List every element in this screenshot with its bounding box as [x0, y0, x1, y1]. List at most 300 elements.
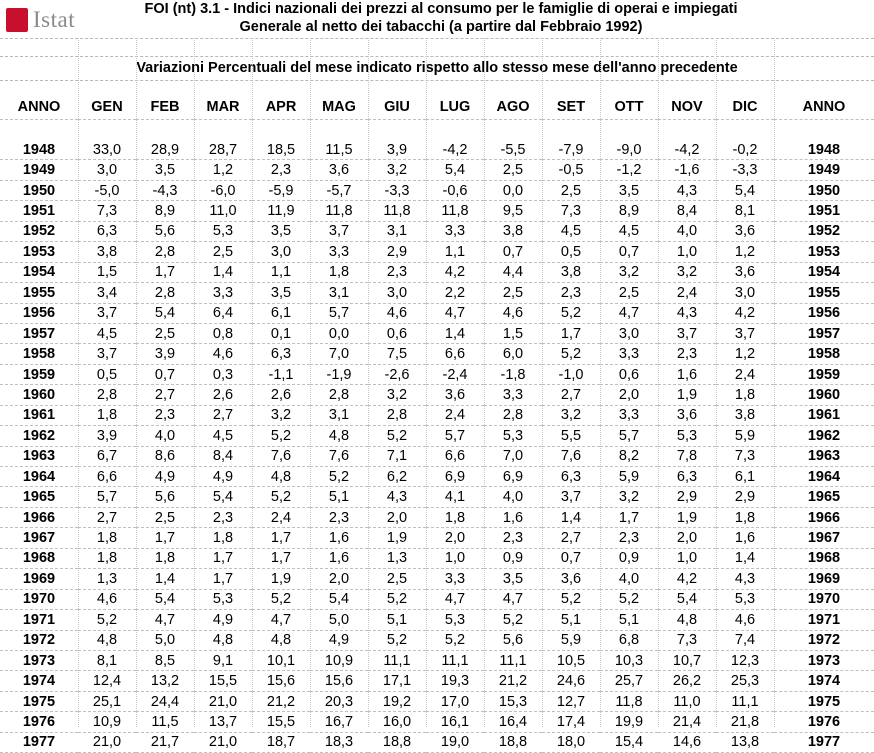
- value-cell: 3,9: [368, 140, 426, 160]
- value-cell: 5,7: [310, 303, 368, 323]
- value-cell: 2,5: [600, 283, 658, 303]
- value-cell: 4,5: [78, 323, 136, 343]
- value-cell: 5,2: [368, 589, 426, 609]
- value-cell: 5,2: [542, 589, 600, 609]
- value-cell: 4,9: [136, 467, 194, 487]
- value-cell: -5,9: [252, 180, 310, 200]
- value-cell: 7,6: [310, 446, 368, 466]
- value-cell: 0,3: [194, 364, 252, 384]
- value-cell: 3,6: [426, 385, 484, 405]
- table-row: [0, 650, 874, 670]
- value-cell: 1,2: [194, 160, 252, 180]
- value-cell: 25,7: [600, 671, 658, 691]
- value-cell: 11,0: [658, 691, 716, 711]
- value-cell: 1,8: [78, 528, 136, 548]
- table-row: [0, 569, 874, 589]
- value-cell: 5,1: [368, 610, 426, 630]
- value-cell: 1,7: [252, 548, 310, 568]
- value-cell: 1,8: [716, 385, 774, 405]
- year-cell-right: 1972: [774, 630, 874, 650]
- value-cell: -2,4: [426, 364, 484, 384]
- value-cell: 14,6: [658, 732, 716, 752]
- value-cell: 15,5: [252, 712, 310, 732]
- value-cell: 7,0: [310, 344, 368, 364]
- value-cell: 6,3: [658, 467, 716, 487]
- value-cell: 7,3: [78, 201, 136, 221]
- value-cell: 13,2: [136, 671, 194, 691]
- value-cell: 6,9: [426, 467, 484, 487]
- value-cell: 5,5: [542, 426, 600, 446]
- value-cell: 2,0: [658, 528, 716, 548]
- value-cell: 12,7: [542, 691, 600, 711]
- value-cell: 3,3: [484, 385, 542, 405]
- value-cell: 2,5: [136, 323, 194, 343]
- year-cell-right: 1948: [774, 140, 874, 160]
- value-cell: 3,9: [78, 426, 136, 446]
- value-cell: 4,2: [658, 569, 716, 589]
- value-cell: 3,9: [136, 344, 194, 364]
- value-cell: 1,6: [310, 548, 368, 568]
- year-cell: 1963: [0, 446, 78, 466]
- value-cell: 5,0: [136, 630, 194, 650]
- value-cell: 9,1: [194, 650, 252, 670]
- value-cell: 1,6: [484, 507, 542, 527]
- value-cell: 28,9: [136, 140, 194, 160]
- value-cell: 11,1: [426, 650, 484, 670]
- value-cell: 8,1: [78, 650, 136, 670]
- value-cell: 5,1: [542, 610, 600, 630]
- value-cell: 17,1: [368, 671, 426, 691]
- year-cell-right: 1970: [774, 589, 874, 609]
- value-cell: -0,5: [542, 160, 600, 180]
- value-cell: 4,3: [716, 569, 774, 589]
- value-cell: 2,7: [136, 385, 194, 405]
- column-header: MAR: [194, 95, 252, 120]
- value-cell: -4,3: [136, 180, 194, 200]
- value-cell: 1,1: [426, 242, 484, 262]
- value-cell: 6,3: [78, 221, 136, 241]
- value-cell: -3,3: [368, 180, 426, 200]
- value-cell: 2,8: [78, 385, 136, 405]
- value-cell: 7,8: [658, 446, 716, 466]
- value-cell: 1,3: [78, 569, 136, 589]
- value-cell: 5,0: [310, 610, 368, 630]
- value-cell: -5,7: [310, 180, 368, 200]
- year-cell: 1961: [0, 405, 78, 425]
- table-row: [0, 712, 874, 732]
- value-cell: 2,6: [252, 385, 310, 405]
- value-cell: 3,0: [600, 323, 658, 343]
- value-cell: 4,7: [252, 610, 310, 630]
- value-cell: 3,8: [484, 221, 542, 241]
- value-cell: 1,0: [426, 548, 484, 568]
- table-row: [0, 364, 874, 384]
- value-cell: 3,5: [600, 180, 658, 200]
- column-header: DIC: [716, 95, 774, 120]
- year-cell: 1962: [0, 426, 78, 446]
- value-cell: 3,2: [600, 487, 658, 507]
- value-cell: 5,6: [484, 630, 542, 650]
- value-cell: 4,9: [310, 630, 368, 650]
- year-cell: 1976: [0, 712, 78, 732]
- value-cell: 2,2: [426, 283, 484, 303]
- table-row: [0, 671, 874, 691]
- year-cell: 1967: [0, 528, 78, 548]
- value-cell: 5,2: [542, 344, 600, 364]
- value-cell: 15,6: [252, 671, 310, 691]
- year-cell: 1948: [0, 140, 78, 160]
- value-cell: 7,1: [368, 446, 426, 466]
- value-cell: 3,2: [658, 262, 716, 282]
- value-cell: 3,2: [368, 160, 426, 180]
- value-cell: 1,8: [78, 548, 136, 568]
- value-cell: 0,7: [484, 242, 542, 262]
- value-cell: 4,6: [484, 303, 542, 323]
- value-cell: 25,3: [716, 671, 774, 691]
- value-cell: 1,9: [658, 385, 716, 405]
- value-cell: 0,5: [542, 242, 600, 262]
- year-cell: 1949: [0, 160, 78, 180]
- value-cell: 4,6: [78, 589, 136, 609]
- value-cell: 3,5: [252, 221, 310, 241]
- value-cell: 2,7: [542, 528, 600, 548]
- year-cell-right: 1969: [774, 569, 874, 589]
- value-cell: 5,2: [368, 426, 426, 446]
- value-cell: 5,3: [658, 426, 716, 446]
- value-cell: 4,5: [542, 221, 600, 241]
- year-cell: 1957: [0, 323, 78, 343]
- value-cell: 3,8: [78, 242, 136, 262]
- value-cell: 1,7: [252, 528, 310, 548]
- value-cell: 0,0: [484, 180, 542, 200]
- value-cell: 3,2: [542, 405, 600, 425]
- value-cell: 1,6: [310, 528, 368, 548]
- value-cell: 5,4: [716, 180, 774, 200]
- value-cell: 3,6: [542, 569, 600, 589]
- year-cell: 1969: [0, 569, 78, 589]
- value-cell: 11,8: [426, 201, 484, 221]
- value-cell: 3,3: [426, 221, 484, 241]
- value-cell: 24,6: [542, 671, 600, 691]
- year-cell: 1951: [0, 201, 78, 221]
- value-cell: 2,5: [484, 160, 542, 180]
- value-cell: 2,9: [368, 242, 426, 262]
- value-cell: 2,5: [194, 242, 252, 262]
- table-row: [0, 732, 874, 752]
- value-cell: 3,2: [600, 262, 658, 282]
- table-subtitle: Variazioni Percentuali del mese indicato rispetto allo stesso mese dell'anno precedente: [136, 60, 738, 76]
- value-cell: 1,6: [716, 528, 774, 548]
- value-cell: 2,5: [368, 569, 426, 589]
- value-cell: 3,3: [426, 569, 484, 589]
- value-cell: 10,9: [310, 650, 368, 670]
- value-cell: 4,7: [136, 610, 194, 630]
- value-cell: 0,6: [368, 323, 426, 343]
- table-row: [0, 283, 874, 303]
- value-cell: 10,9: [78, 712, 136, 732]
- value-cell: 16,7: [310, 712, 368, 732]
- value-cell: 5,6: [136, 221, 194, 241]
- value-cell: 1,4: [716, 548, 774, 568]
- value-cell: 2,0: [600, 385, 658, 405]
- table-row: [0, 446, 874, 466]
- table-row: [0, 589, 874, 609]
- value-cell: 18,3: [310, 732, 368, 752]
- value-cell: 0,0: [310, 323, 368, 343]
- value-cell: 3,0: [368, 283, 426, 303]
- value-cell: 5,3: [194, 221, 252, 241]
- value-cell: -2,6: [368, 364, 426, 384]
- table-row: [0, 630, 874, 650]
- value-cell: 3,6: [716, 221, 774, 241]
- value-cell: 3,0: [252, 242, 310, 262]
- value-cell: 28,7: [194, 140, 252, 160]
- value-cell: 2,3: [658, 344, 716, 364]
- value-cell: 0,8: [194, 323, 252, 343]
- table-row: [0, 323, 874, 343]
- value-cell: 0,9: [600, 548, 658, 568]
- value-cell: 7,6: [252, 446, 310, 466]
- year-cell: 1958: [0, 344, 78, 364]
- value-cell: 2,6: [194, 385, 252, 405]
- value-cell: 12,4: [78, 671, 136, 691]
- value-cell: 18,8: [368, 732, 426, 752]
- value-cell: 7,4: [716, 630, 774, 650]
- year-cell-right: 1966: [774, 507, 874, 527]
- value-cell: 4,5: [194, 426, 252, 446]
- value-cell: -9,0: [600, 140, 658, 160]
- year-cell-right: 1963: [774, 446, 874, 466]
- value-cell: 3,0: [716, 283, 774, 303]
- divider: [0, 80, 874, 81]
- value-cell: 0,5: [78, 364, 136, 384]
- value-cell: 6,0: [484, 344, 542, 364]
- value-cell: 18,8: [484, 732, 542, 752]
- year-cell: 1952: [0, 221, 78, 241]
- value-cell: 19,0: [426, 732, 484, 752]
- value-cell: 1,8: [426, 507, 484, 527]
- value-cell: 11,8: [310, 201, 368, 221]
- spacer-row: [0, 120, 874, 141]
- year-cell: 1977: [0, 732, 78, 752]
- value-cell: 1,4: [542, 507, 600, 527]
- year-cell-right: 1974: [774, 671, 874, 691]
- value-cell: 21,2: [252, 691, 310, 711]
- value-cell: 13,8: [716, 732, 774, 752]
- value-cell: 1,8: [310, 262, 368, 282]
- value-cell: -5,0: [78, 180, 136, 200]
- value-cell: 4,1: [426, 487, 484, 507]
- value-cell: 3,7: [78, 344, 136, 364]
- value-cell: 3,7: [658, 323, 716, 343]
- year-cell: 1970: [0, 589, 78, 609]
- value-cell: 4,3: [658, 180, 716, 200]
- value-cell: 5,2: [542, 303, 600, 323]
- column-header: ANNO: [774, 95, 874, 120]
- column-header: NOV: [658, 95, 716, 120]
- value-cell: 3,6: [310, 160, 368, 180]
- value-cell: 13,7: [194, 712, 252, 732]
- value-cell: 1,4: [136, 569, 194, 589]
- value-cell: 8,5: [136, 650, 194, 670]
- value-cell: 7,3: [542, 201, 600, 221]
- value-cell: 16,4: [484, 712, 542, 732]
- value-cell: 6,2: [368, 467, 426, 487]
- year-cell-right: 1953: [774, 242, 874, 262]
- value-cell: 6,3: [252, 344, 310, 364]
- value-cell: -5,5: [484, 140, 542, 160]
- divider: [0, 56, 874, 57]
- value-cell: 18,5: [252, 140, 310, 160]
- value-cell: -4,2: [658, 140, 716, 160]
- value-cell: 5,4: [426, 160, 484, 180]
- value-cell: 1,7: [194, 548, 252, 568]
- value-cell: 5,6: [136, 487, 194, 507]
- table-row: [0, 507, 874, 527]
- value-cell: 2,7: [542, 385, 600, 405]
- value-cell: 4,6: [194, 344, 252, 364]
- table-row: [0, 303, 874, 323]
- value-cell: 3,8: [542, 262, 600, 282]
- value-cell: 17,4: [542, 712, 600, 732]
- year-cell: 1972: [0, 630, 78, 650]
- value-cell: 19,2: [368, 691, 426, 711]
- value-cell: 1,0: [658, 548, 716, 568]
- value-cell: 21,0: [78, 732, 136, 752]
- value-cell: 3,2: [368, 385, 426, 405]
- value-cell: 1,9: [252, 569, 310, 589]
- value-cell: 2,7: [78, 507, 136, 527]
- value-cell: 4,0: [658, 221, 716, 241]
- value-cell: 2,3: [542, 283, 600, 303]
- value-cell: 4,7: [600, 303, 658, 323]
- value-cell: 0,7: [542, 548, 600, 568]
- value-cell: 5,2: [368, 630, 426, 650]
- value-cell: 5,4: [136, 589, 194, 609]
- value-cell: 3,0: [78, 160, 136, 180]
- value-cell: 8,6: [136, 446, 194, 466]
- value-cell: 5,7: [600, 426, 658, 446]
- value-cell: 11,1: [484, 650, 542, 670]
- value-cell: -1,2: [600, 160, 658, 180]
- value-cell: 5,3: [194, 589, 252, 609]
- value-cell: 15,3: [484, 691, 542, 711]
- value-cell: 7,0: [484, 446, 542, 466]
- year-cell-right: 1962: [774, 426, 874, 446]
- value-cell: 6,7: [78, 446, 136, 466]
- year-cell-right: 1975: [774, 691, 874, 711]
- value-cell: 4,3: [658, 303, 716, 323]
- value-cell: 18,0: [542, 732, 600, 752]
- column-header: GIU: [368, 95, 426, 120]
- value-cell: 17,0: [426, 691, 484, 711]
- value-cell: 11,8: [600, 691, 658, 711]
- value-cell: -1,6: [658, 160, 716, 180]
- value-cell: 4,8: [252, 630, 310, 650]
- value-cell: 2,8: [310, 385, 368, 405]
- year-cell: 1959: [0, 364, 78, 384]
- column-header: OTT: [600, 95, 658, 120]
- value-cell: 0,7: [136, 364, 194, 384]
- value-cell: 6,4: [194, 303, 252, 323]
- value-cell: 4,9: [194, 610, 252, 630]
- value-cell: 2,3: [368, 262, 426, 282]
- value-cell: 3,7: [78, 303, 136, 323]
- value-cell: 11,0: [194, 201, 252, 221]
- value-cell: 5,3: [716, 589, 774, 609]
- value-cell: 3,5: [484, 569, 542, 589]
- table-row: [0, 385, 874, 405]
- value-cell: 3,3: [194, 283, 252, 303]
- value-cell: 8,4: [194, 446, 252, 466]
- value-cell: 1,1: [252, 262, 310, 282]
- value-cell: 2,7: [194, 405, 252, 425]
- value-cell: 2,8: [136, 242, 194, 262]
- value-cell: 15,4: [600, 732, 658, 752]
- value-cell: 7,5: [368, 344, 426, 364]
- value-cell: 2,0: [368, 507, 426, 527]
- table-row: [0, 180, 874, 200]
- value-cell: 24,4: [136, 691, 194, 711]
- value-cell: 4,6: [368, 303, 426, 323]
- value-cell: 5,1: [600, 610, 658, 630]
- year-cell-right: 1968: [774, 548, 874, 568]
- column-header: MAG: [310, 95, 368, 120]
- year-cell: 1973: [0, 650, 78, 670]
- year-cell-right: 1955: [774, 283, 874, 303]
- value-cell: 7,3: [658, 630, 716, 650]
- value-cell: 3,1: [310, 405, 368, 425]
- value-cell: 1,9: [658, 507, 716, 527]
- value-cell: 4,8: [252, 467, 310, 487]
- value-cell: 21,2: [484, 671, 542, 691]
- value-cell: 0,6: [600, 364, 658, 384]
- year-cell-right: 1971: [774, 610, 874, 630]
- value-cell: 5,2: [252, 426, 310, 446]
- value-cell: 4,7: [484, 589, 542, 609]
- value-cell: 11,1: [368, 650, 426, 670]
- value-cell: 6,3: [542, 467, 600, 487]
- value-cell: 4,4: [484, 262, 542, 282]
- value-cell: 3,2: [252, 405, 310, 425]
- value-cell: 4,7: [426, 589, 484, 609]
- value-cell: 21,8: [716, 712, 774, 732]
- value-cell: -0,6: [426, 180, 484, 200]
- value-cell: 5,9: [600, 467, 658, 487]
- year-cell-right: 1954: [774, 262, 874, 282]
- year-cell-right: 1961: [774, 405, 874, 425]
- year-cell: 1971: [0, 610, 78, 630]
- value-cell: 1,4: [426, 323, 484, 343]
- value-cell: 11,1: [716, 691, 774, 711]
- table-row: [0, 262, 874, 282]
- value-cell: 4,8: [78, 630, 136, 650]
- table-row: [0, 426, 874, 446]
- value-cell: 1,0: [658, 242, 716, 262]
- value-cell: 1,8: [716, 507, 774, 527]
- table-row: [0, 201, 874, 221]
- value-cell: 20,3: [310, 691, 368, 711]
- value-cell: 5,4: [310, 589, 368, 609]
- value-cell: 8,4: [658, 201, 716, 221]
- value-cell: 2,9: [716, 487, 774, 507]
- column-header: LUG: [426, 95, 484, 120]
- value-cell: 4,8: [658, 610, 716, 630]
- value-cell: 5,4: [136, 303, 194, 323]
- value-cell: 10,3: [600, 650, 658, 670]
- value-cell: 1,2: [716, 242, 774, 262]
- value-cell: -4,2: [426, 140, 484, 160]
